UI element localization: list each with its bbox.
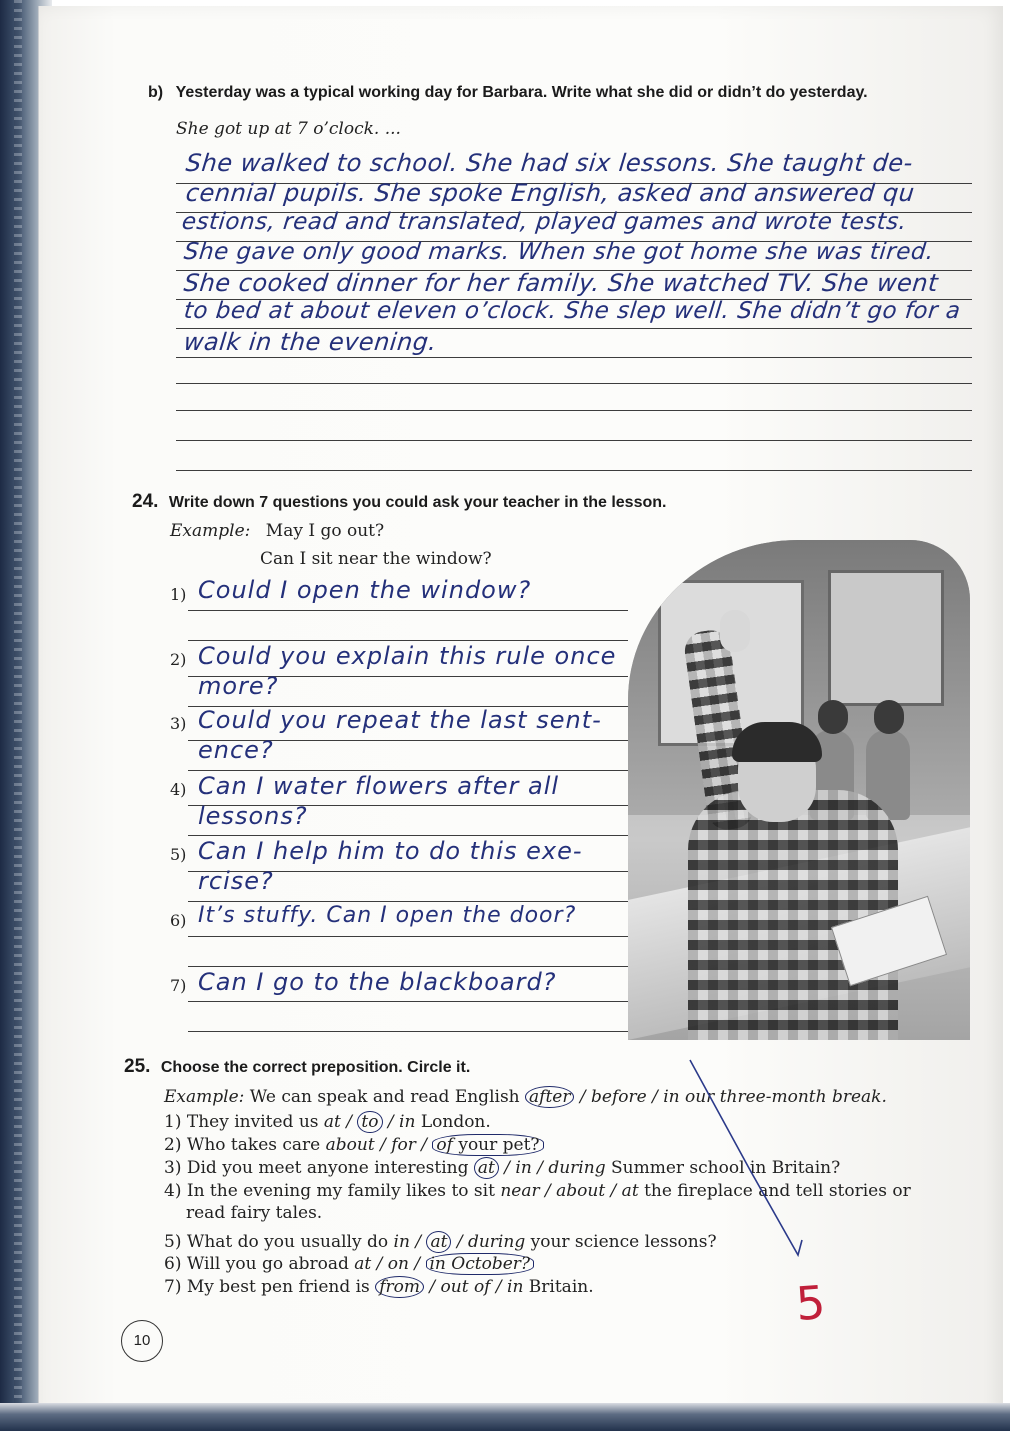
writing-line xyxy=(176,383,972,384)
photo-raised-hand xyxy=(720,610,750,652)
circled-preposition: from xyxy=(375,1276,424,1298)
answer-number: 2) xyxy=(170,650,187,669)
preposition-item-1: 1) They invited us at / to / in London. xyxy=(164,1112,491,1132)
preposition-item-4: 4) In the evening my family likes to sit near / about / at the fireplace and tell stories or xyxy=(164,1181,911,1201)
answer-line xyxy=(188,835,628,836)
example-sentence-start: We can speak and read English xyxy=(249,1087,520,1107)
answer-text: It’s stuffy. Can I open the door? xyxy=(198,903,577,928)
example-sentence-end: / before / in our three-month break. xyxy=(579,1087,887,1107)
circled-preposition: in October? xyxy=(426,1253,535,1275)
exercise-24-example xyxy=(170,521,384,541)
section-b-label: b) xyxy=(148,84,164,101)
answer-line xyxy=(188,770,628,771)
circled-preposition: to xyxy=(357,1111,382,1133)
section-b-instruction: Yesterday was a typical working day for Barbara. Write what she did or didn’t do yesterday. xyxy=(175,84,868,101)
photo-boy-hair xyxy=(732,722,822,762)
exercise-24-instruction: Write down 7 questions you could ask your teacher in the lesson. xyxy=(168,494,667,511)
preposition-item-7: 7) My best pen friend is from / out of / in Britain. xyxy=(164,1277,594,1297)
exercise-25-header xyxy=(124,1056,470,1078)
answer-text: Can I help him to do this exe- xyxy=(198,837,583,865)
preposition-item-4-continued: read fairy tales. xyxy=(186,1203,323,1223)
answer-text: Could you repeat the last sent- xyxy=(198,706,602,734)
handwritten-line: She cooked dinner for her family. She watched TV. She went xyxy=(182,269,940,297)
answer-number: 6) xyxy=(170,911,187,930)
circled-preposition: of your pet? xyxy=(432,1134,543,1156)
answer-line xyxy=(188,610,628,611)
exercise-25-instruction: Choose the correct preposition. Circle it. xyxy=(160,1059,471,1076)
circled-preposition: at xyxy=(474,1157,499,1179)
exercise-25-number: 25. xyxy=(124,1056,151,1077)
answer-number: 3) xyxy=(170,714,187,733)
circled-preposition: after xyxy=(525,1086,574,1108)
writing-line xyxy=(176,470,972,471)
photo-student-girl-head xyxy=(818,700,848,734)
example-label: Example: xyxy=(170,521,251,541)
answer-number: 5) xyxy=(170,845,187,864)
preposition-item-3: 3) Did you meet anyone interesting at / in / during Summer school in Britain? xyxy=(164,1158,841,1178)
answer-number: 7) xyxy=(170,976,187,995)
writing-line xyxy=(176,440,972,441)
handwritten-line: to bed at about eleven o’clock. She slep well. She didn’t go for a xyxy=(182,298,962,324)
answer-text-continued: more? xyxy=(198,672,279,700)
answer-line xyxy=(188,1001,628,1002)
page-number: 10 xyxy=(121,1320,163,1362)
answer-text-continued: lessons? xyxy=(198,802,308,830)
section-b-start-sentence: She got up at 7 o’clock. ... xyxy=(176,119,401,139)
exercise-24-header xyxy=(132,491,666,513)
answer-line xyxy=(188,1031,628,1032)
answer-line xyxy=(188,936,628,937)
handwritten-line: cennial pupils. She spoke English, asked and answered qu xyxy=(184,179,917,207)
teacher-grade: 5 xyxy=(794,1275,828,1331)
photo-cabinet xyxy=(828,570,944,706)
book-bottom-edge xyxy=(0,1403,1010,1431)
answer-text: Can I go to the blackboard? xyxy=(198,968,557,996)
writing-line xyxy=(176,357,972,358)
example-question-2: Can I sit near the window? xyxy=(260,549,492,569)
answer-text: Could I open the window? xyxy=(198,576,532,604)
classroom-photo xyxy=(628,540,970,1040)
photo-student-girl-head xyxy=(874,700,904,734)
answer-text: Can I water flowers after all xyxy=(198,772,560,800)
exercise-24-number: 24. xyxy=(132,491,159,512)
answer-text-continued: ence? xyxy=(198,736,274,764)
preposition-item-2: 2) Who takes care about / for / of your pet? xyxy=(164,1135,544,1155)
writing-line xyxy=(176,410,972,411)
handwritten-line: walk in the evening. xyxy=(182,328,439,356)
answer-text-continued: rcise? xyxy=(198,867,274,895)
circled-preposition: at xyxy=(426,1231,451,1253)
section-b-header xyxy=(148,84,868,102)
handwritten-line: She gave only good marks. When she got home she was tired. xyxy=(182,239,936,265)
preposition-item-5: 5) What do you usually do in / at / during your science lessons? xyxy=(164,1232,717,1252)
answer-number: 1) xyxy=(170,585,187,604)
handwritten-line: She walked to school. She had six lessons. She taught de- xyxy=(184,149,915,177)
answer-line xyxy=(188,640,628,641)
answer-line xyxy=(188,901,628,902)
teacher-check-mark xyxy=(680,1050,820,1270)
example-question-1: May I go out? xyxy=(265,521,385,541)
preposition-item-6: 6) Will you go abroad at / on / in October? xyxy=(164,1254,534,1274)
handwritten-line: estions, read and translated, played games and wrote tests. xyxy=(180,209,909,235)
answer-line xyxy=(188,966,628,967)
answer-text: Could you explain this rule once xyxy=(198,642,617,670)
answer-number: 4) xyxy=(170,780,187,799)
example-label: Example: xyxy=(164,1087,245,1107)
